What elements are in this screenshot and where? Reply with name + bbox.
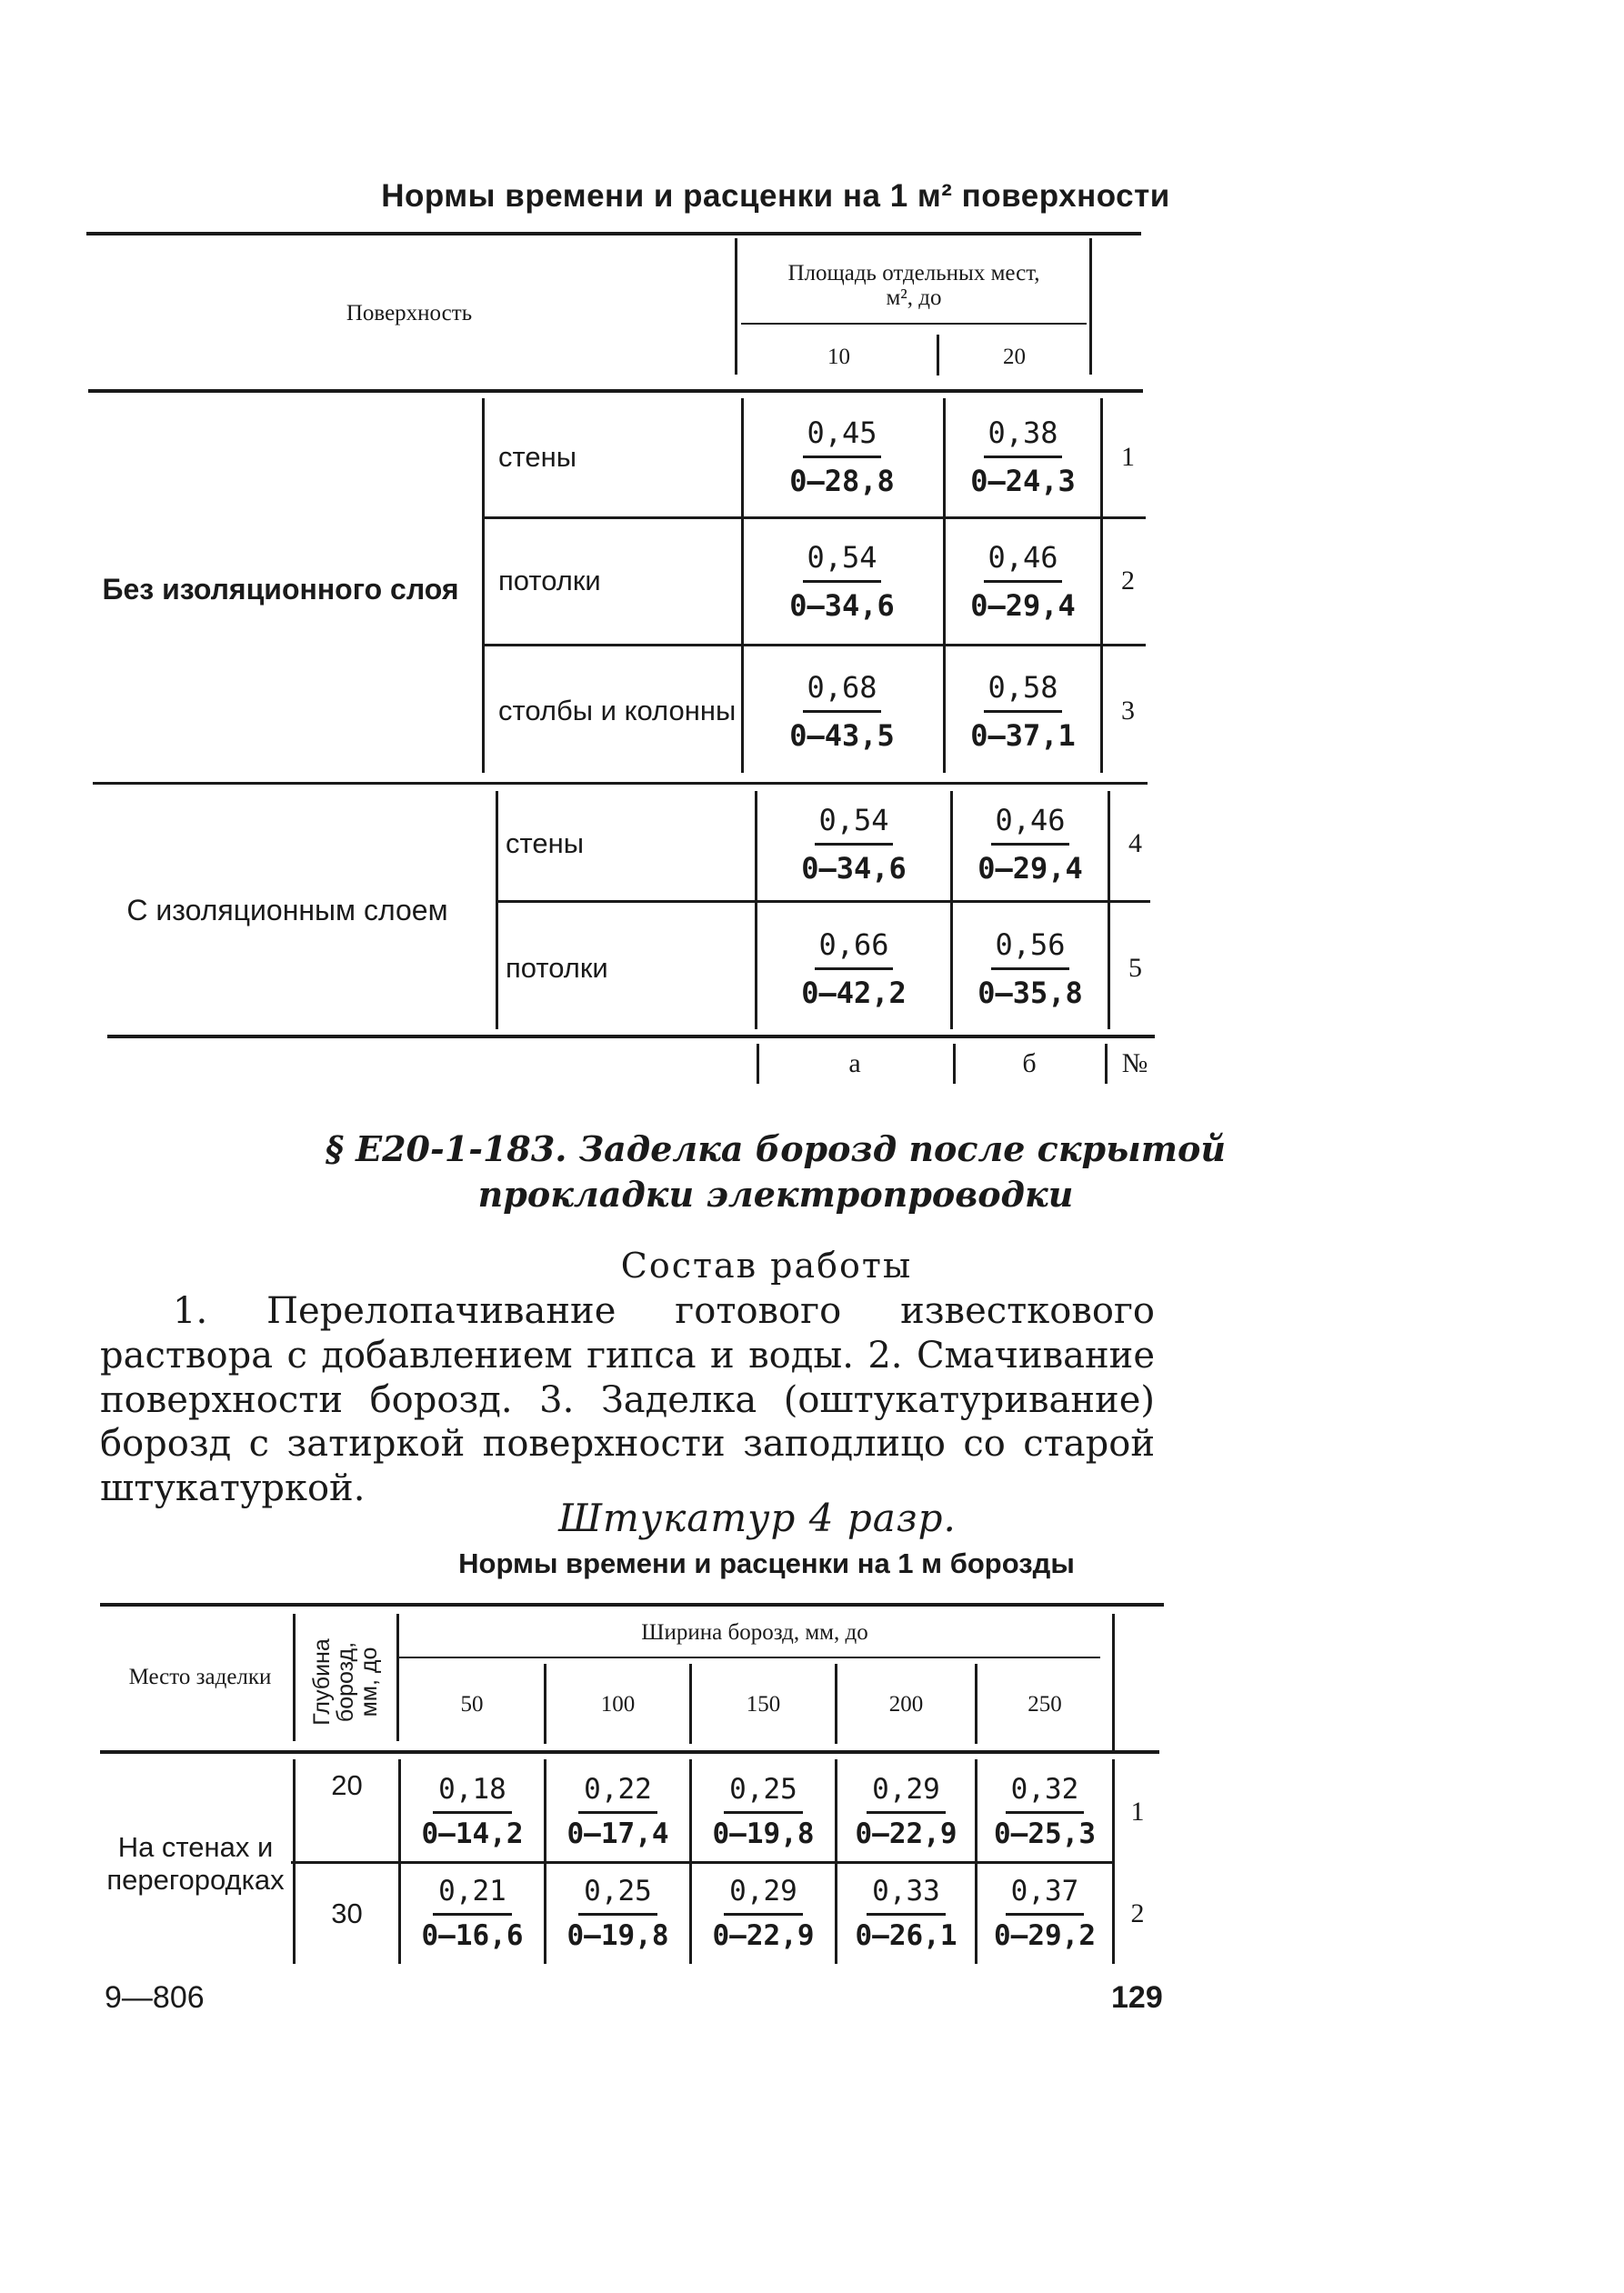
table2-row-number: 2 <box>1130 1897 1145 1928</box>
table1-group-name: Без изоляционного слоя <box>102 572 459 606</box>
table1-subrow-label: стены <box>498 440 576 473</box>
table2-header-width-100: 100 <box>600 1692 636 1717</box>
worker-grade: Штукатур 4 разр. <box>558 1496 957 1540</box>
table1-header-surface: Поверхность <box>346 301 473 326</box>
table1-row-number: 4 <box>1128 828 1142 858</box>
table1-subrow-label: столбы и колонны <box>498 695 737 727</box>
table1-cell-b: $\frac{0,56}{0—35,8}$ <box>977 926 1083 1010</box>
table2-top-rule <box>100 1603 1164 1607</box>
table1-cell-b: $\frac{0,46}{0—29,4}$ <box>977 802 1083 886</box>
table2-cell: $\frac{0,22}{0—17,4}$ <box>566 1773 669 1850</box>
table2-header-width-150: 150 <box>746 1692 781 1717</box>
table1-subrow-label: стены <box>506 827 584 860</box>
table1-header-area-group: Площадь отдельных мест, м², до <box>787 260 1040 310</box>
table2-header-bottom-rule <box>100 1750 1159 1754</box>
table2-depth: 20 <box>331 1769 363 1801</box>
table1-subrow-label: потолки <box>498 565 601 597</box>
table1-cell-a: $\frac{0,45}{0—28,8}$ <box>789 416 895 498</box>
table2-place: На стенах и перегородках <box>106 1831 285 1896</box>
page-number: 129 <box>1111 1980 1163 2015</box>
table2-cell: $\frac{0,21}{0—16,6}$ <box>421 1875 524 1952</box>
table1-header-col-b: 20 <box>1003 345 1026 370</box>
table2-cell: $\frac{0,29}{0—22,9}$ <box>855 1773 957 1850</box>
table1-cell-a: $\frac{0,68}{0—43,5}$ <box>789 669 895 753</box>
table1-cell-a: $\frac{0,54}{0—34,6}$ <box>801 802 907 886</box>
table1-group-name: С изоляционным слоем <box>126 893 448 926</box>
table2-header-width-50: 50 <box>460 1692 484 1717</box>
table1-row-number: 3 <box>1121 696 1135 726</box>
table1-cell-a: $\frac{0,54}{0—34,6}$ <box>789 539 895 623</box>
table2-header-width-250: 250 <box>1028 1692 1062 1717</box>
table2-row-number: 1 <box>1130 1796 1145 1827</box>
composition-text: 1. Перелопачивание готового известкового раствора с добавлением гипса и воды. 2. Смачивание поверхности борозд. 3. Заделка (оштукатуривание) борозд с затиркой поверхности заподлицо со старой штукатуркой. <box>100 1290 1155 1510</box>
table2-title: Нормы времени и расценки на 1 м борозды <box>458 1547 1075 1579</box>
section-heading-line1: § Е20-1-183. Заделка борозд после скрытой <box>326 1128 1226 1169</box>
table1-cell-b: $\frac{0,38}{0—24,3}$ <box>970 416 1076 498</box>
table2-cell: $\frac{0,25}{0—19,8}$ <box>566 1875 669 1952</box>
table2-depth: 30 <box>331 1897 363 1929</box>
table2-cell: $\frac{0,18}{0—14,2}$ <box>421 1773 524 1850</box>
table1-row-number: 1 <box>1121 441 1135 472</box>
table1-row-number: 5 <box>1128 953 1142 983</box>
composition-title: Состав работы <box>620 1246 913 1286</box>
table2-cell: $\frac{0,37}{0—29,2}$ <box>994 1875 1096 1952</box>
table2-cell: $\frac{0,32}{0—25,3}$ <box>994 1773 1096 1850</box>
section-heading-line2: прокладки электропроводки <box>477 1174 1074 1215</box>
table1-header-col-a: 10 <box>827 345 850 370</box>
table1-title: Нормы времени и расценки на 1 м² поверхности <box>381 178 1170 214</box>
table1-top-rule <box>86 232 1141 235</box>
table2-cell: $\frac{0,25}{0—19,8}$ <box>712 1773 815 1850</box>
table1-subrow-label: потолки <box>506 952 608 985</box>
table1-cell-b: $\frac{0,58}{0—37,1}$ <box>970 669 1076 753</box>
table1-header-bottom-rule <box>88 389 1143 393</box>
table1-cell-b: $\frac{0,46}{0—29,4}$ <box>970 539 1076 623</box>
table2-header-depth: Глубина борозд, мм, до <box>308 1638 383 1726</box>
table2-header-place: Место заделки <box>128 1665 272 1690</box>
table1-col-letter-a: а <box>848 1048 861 1078</box>
table2-header-width-200: 200 <box>888 1692 924 1717</box>
table1-col-number-sign: № <box>1121 1048 1148 1078</box>
table2-header-width-group: Ширина борозд, мм, до <box>641 1620 868 1646</box>
table1-col-letter-b: б <box>1022 1048 1037 1078</box>
table1-bottom-rule <box>107 1035 1155 1038</box>
page-code: 9—806 <box>105 1980 205 2015</box>
table2-cell: $\frac{0,33}{0—26,1}$ <box>855 1875 957 1952</box>
table1-group-divider <box>93 782 1148 785</box>
table1-row-number: 2 <box>1121 566 1135 596</box>
table1-cell-a: $\frac{0,66}{0—42,2}$ <box>801 926 907 1010</box>
table2-cell: $\frac{0,29}{0—22,9}$ <box>712 1875 815 1952</box>
